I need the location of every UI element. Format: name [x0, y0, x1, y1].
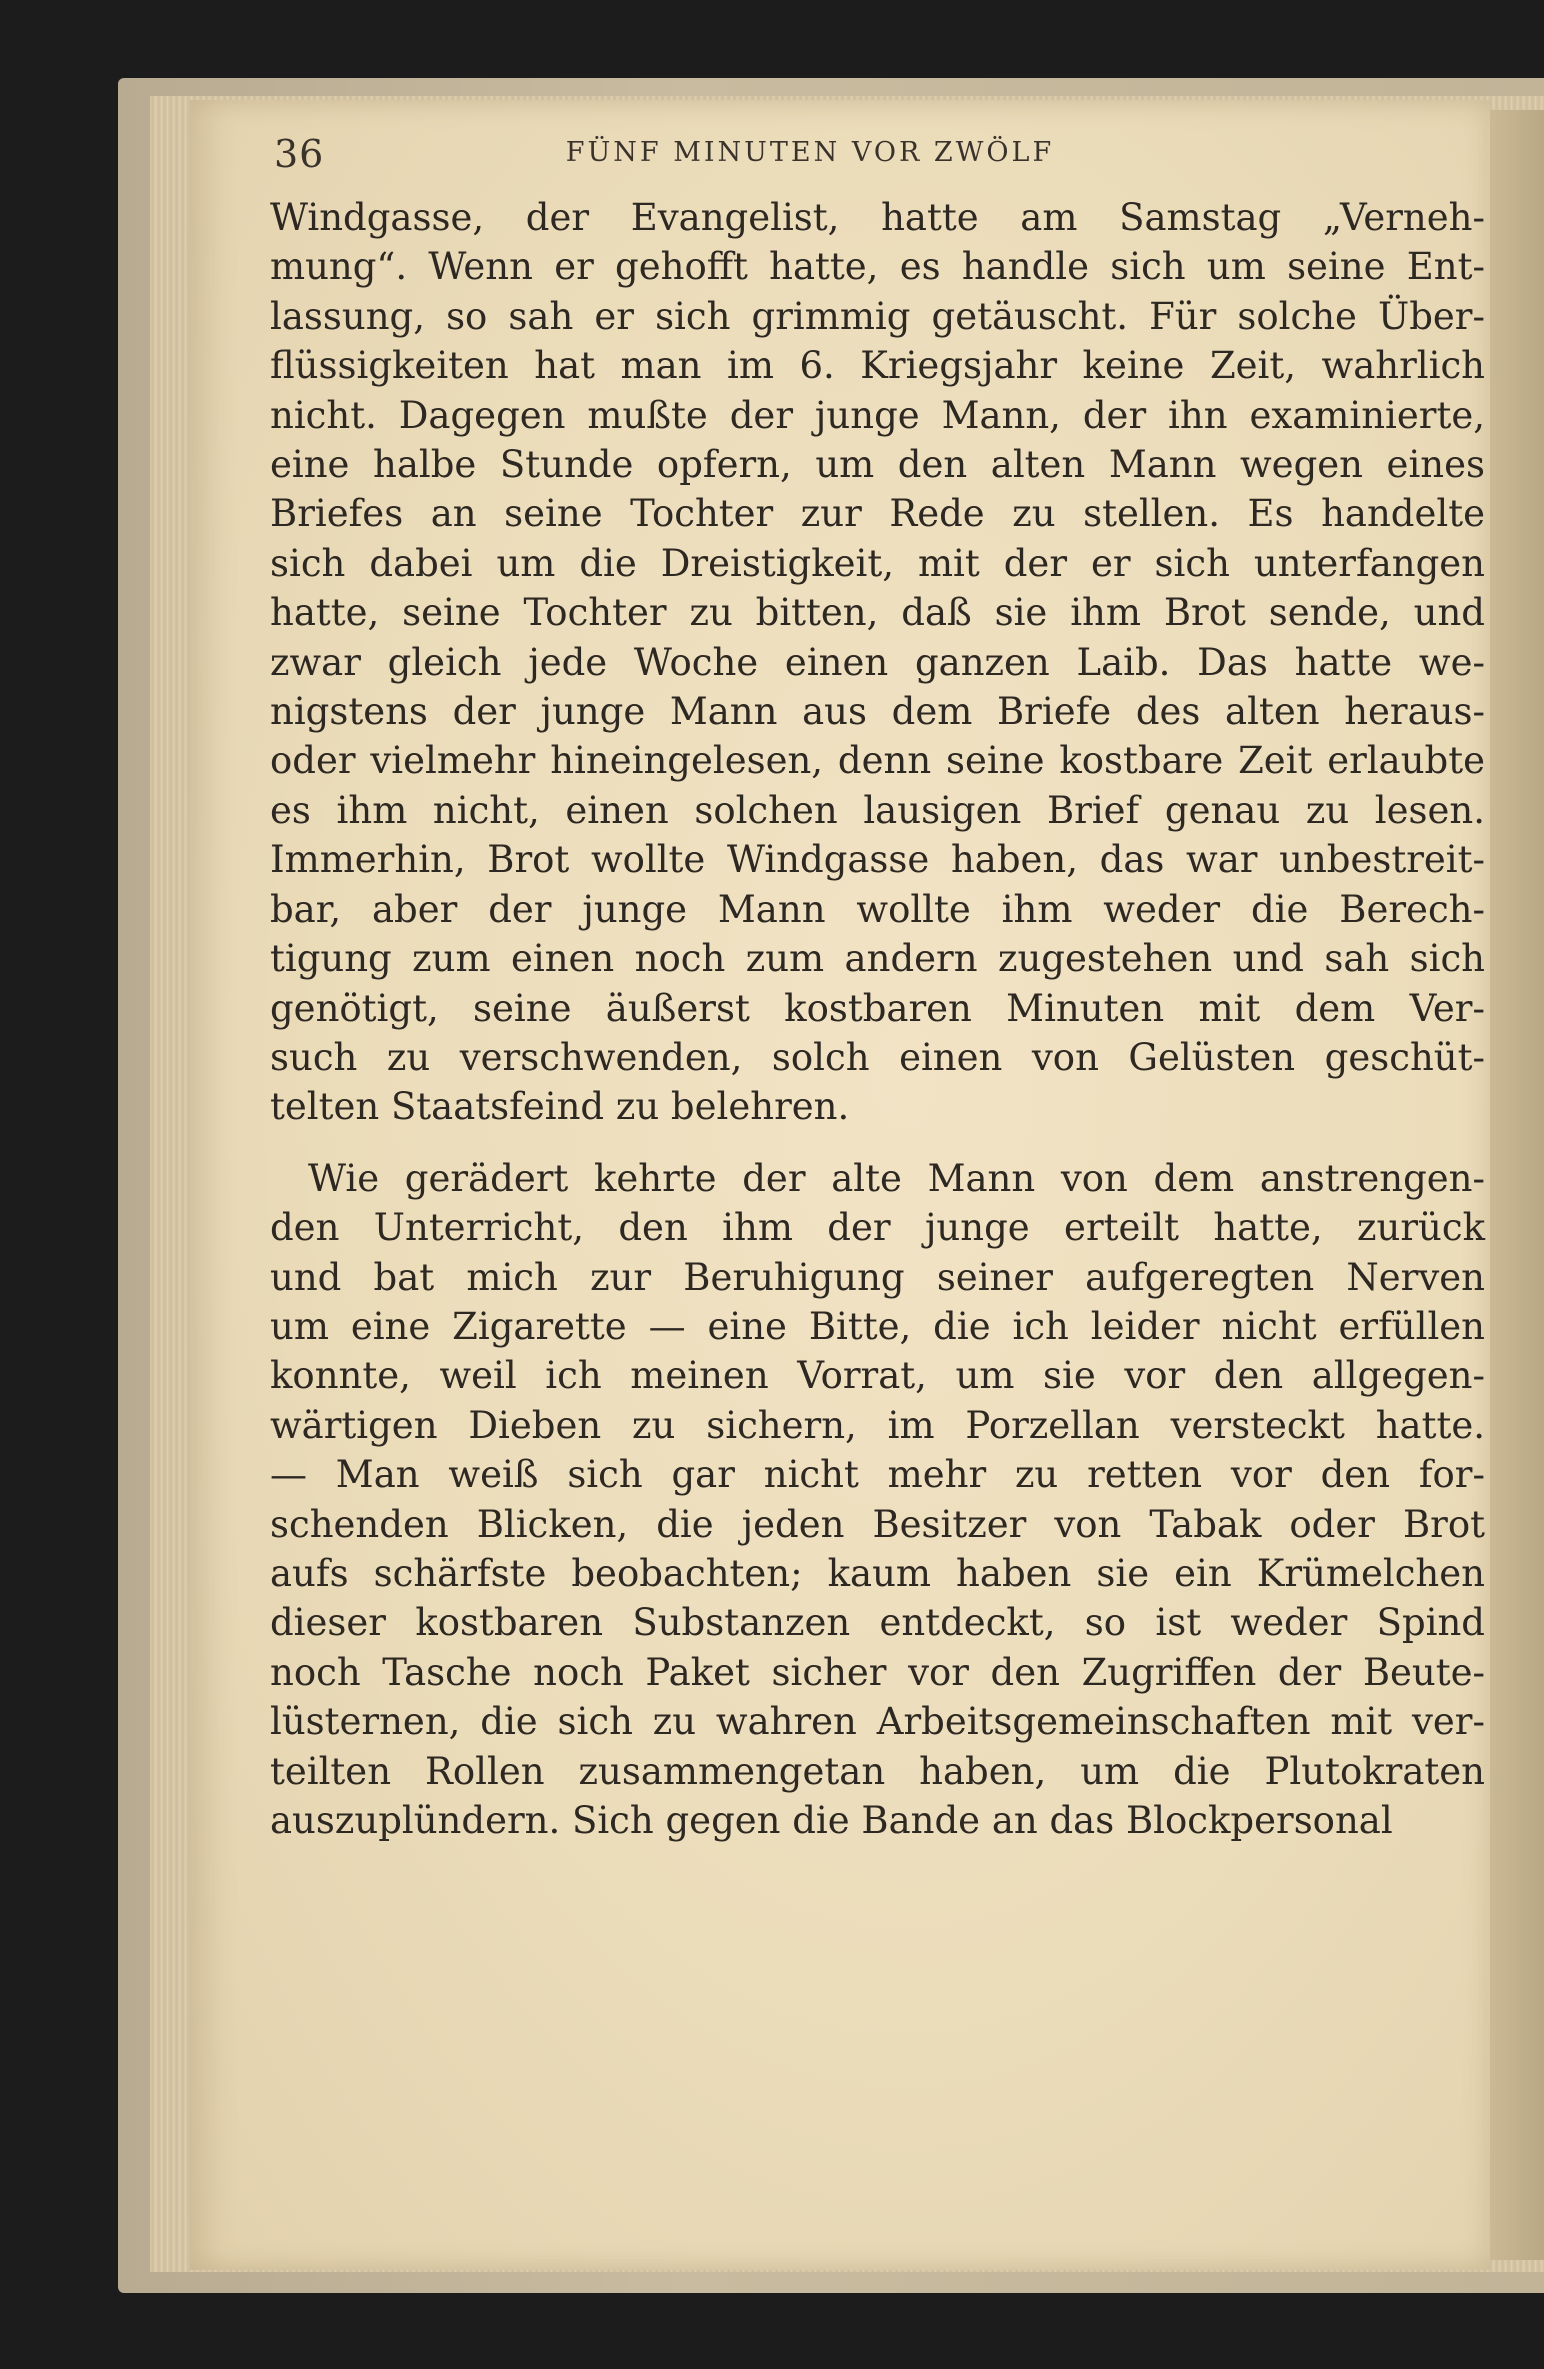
text-line: wärtigen Dieben zu sichern, im Porzellan versteckt hatte. [270, 1403, 1485, 1447]
text-line: Windgasse, der Evangelist, hatte am Samstag „Verneh- [270, 196, 1485, 239]
text-line: telten Staatsfeind zu belehren. [270, 1085, 850, 1129]
text-line: — Man weiß sich gar nicht mehr zu retten vor den for- [270, 1453, 1485, 1497]
text-line: dieser kostbaren Substanzen entdeckt, so ist weder Spind [270, 1601, 1485, 1645]
text-line: such zu verschwenden, solch einen von Gelüsten geschüt- [270, 1035, 1485, 1079]
text-line: bar, aber der junge Mann wollte ihm weder die Berech- [270, 887, 1485, 931]
text-line: Briefes an seine Tochter zur Rede zu stellen. Es handelte [270, 492, 1485, 536]
page-edge-right [1490, 110, 1544, 2260]
text-line: nicht. Dagegen mußte der junge Mann, der ihn examinierte, [270, 393, 1485, 437]
text-line: nigstens der junge Mann aus dem Briefe des alten heraus- [270, 690, 1485, 734]
text-line: aufs schärfste beobachten; kaum haben sie ein Krümelchen [270, 1551, 1485, 1595]
text-line: konnte, weil ich meinen Vorrat, um sie vor den allgegen- [270, 1354, 1485, 1398]
text-line: hatte, seine Tochter zu bitten, daß sie ihm Brot sende, und [270, 591, 1485, 635]
text-line: sich dabei um die Dreistigkeit, mit der er sich unterfangen [270, 541, 1485, 585]
text-line: genötigt, seine äußerst kostbaren Minuten mit dem Ver- [270, 986, 1485, 1030]
text-line: mung“. Wenn er gehofft hatte, es handle sich um seine Ent- [270, 245, 1485, 289]
text-line: noch Tasche noch Paket sicher vor den Zugriffen der Beute- [270, 1650, 1485, 1694]
text-line: es ihm nicht, einen solchen lausigen Brief genau zu lesen. [270, 788, 1485, 832]
text-line: und bat mich zur Beruhigung seiner aufgeregten Nerven [270, 1255, 1485, 1299]
text-line: um eine Zigarette — eine Bitte, die ich leider nicht erfüllen [270, 1304, 1485, 1348]
text-line: den Unterricht, den ihm der junge erteilt hatte, zurück [270, 1206, 1485, 1250]
running-head: FÜNF MINUTEN VOR ZWÖLF [565, 137, 1055, 168]
text-line: schenden Blicken, die jeden Besitzer von Tabak oder Brot [270, 1502, 1485, 1546]
text-line: lüsternen, die sich zu wahren Arbeitsgemeinschaften mit ver- [270, 1700, 1485, 1744]
text-line: Wie gerädert kehrte der alte Mann von dem anstrengen- [308, 1156, 1485, 1200]
text-line: flüssigkeiten hat man im 6. Kriegsjahr keine Zeit, wahrlich [270, 344, 1485, 388]
paragraph-1 [270, 193, 1485, 1132]
text-line: Immerhin, Brot wollte Windgasse haben, das war unbestreit- [270, 838, 1485, 882]
body-text [270, 193, 1485, 1845]
paragraph-gap [270, 1132, 1485, 1154]
text-line: teilten Rollen zusammengetan haben, um die Plutokraten [270, 1749, 1485, 1793]
text-line: auszuplündern. Sich gegen die Bande an das Blockpersonal [270, 1799, 1393, 1842]
paragraph-2 [270, 1154, 1485, 1846]
text-line: tigung zum einen noch zum andern zugestehen und sah sich [270, 937, 1485, 981]
page-number: 36 [274, 132, 325, 176]
text-line: lassung, so sah er sich grimmig getäuscht. Für solche Über- [270, 294, 1485, 338]
text-line: zwar gleich jede Woche einen ganzen Laib. Das hatte we- [270, 640, 1485, 684]
text-line: oder vielmehr hineingelesen, denn seine kostbare Zeit erlaubte [270, 739, 1485, 783]
text-line: eine halbe Stunde opfern, um den alten Mann wegen eines [270, 443, 1485, 487]
